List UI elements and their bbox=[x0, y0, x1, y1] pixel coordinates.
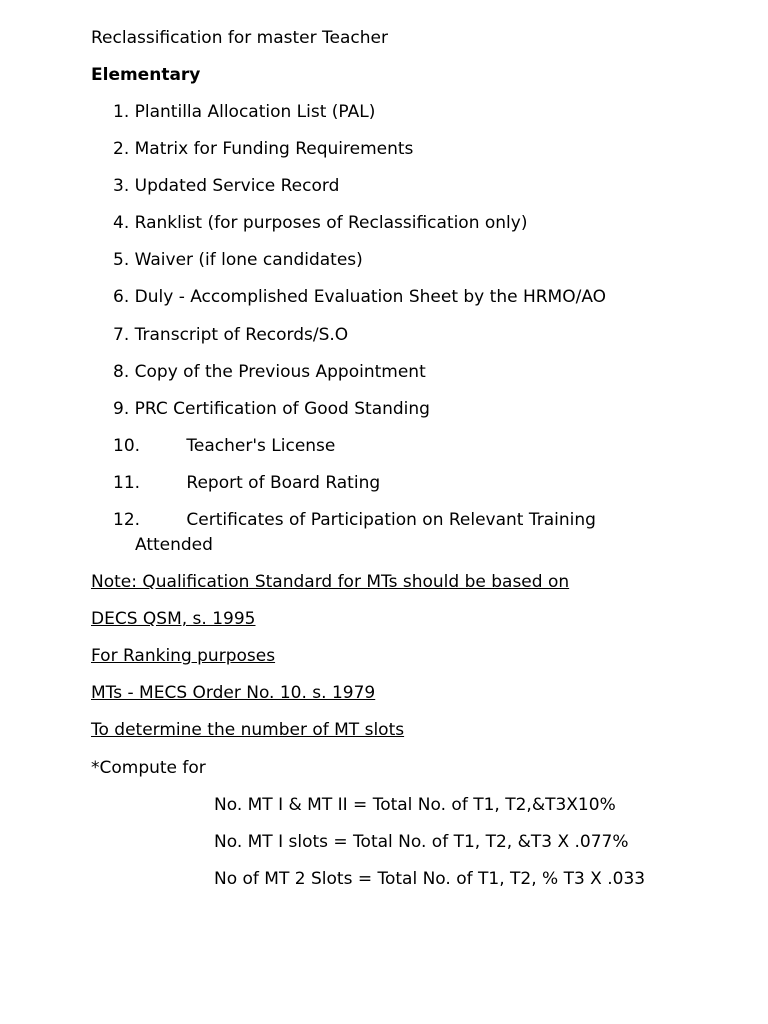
list-item-text: Transcript of Records/S.O bbox=[134, 325, 349, 345]
list-item-text: Teacher's License bbox=[186, 436, 336, 456]
list-item-text: PRC Certification of Good Standing bbox=[134, 399, 430, 419]
section-heading: Elementary bbox=[91, 65, 201, 85]
list-item-text: Ranklist (for purposes of Reclassification only) bbox=[134, 213, 528, 233]
list-item-text: Duly - Accomplished Evaluation Sheet by the HRMO/AO bbox=[134, 287, 607, 307]
list-item bbox=[113, 141, 413, 158]
list-item-number: 2. bbox=[113, 139, 130, 159]
list-item-text: Certificates of Participation on Relevant Training bbox=[186, 510, 596, 530]
note-line: DECS QSM, s. 1995 bbox=[91, 609, 256, 629]
formula-line: No. MT I slots = Total No. of T1, T2, &T3 X .077% bbox=[214, 832, 629, 852]
list-item-number: 6. bbox=[113, 287, 130, 307]
list-item bbox=[113, 475, 380, 492]
list-item bbox=[113, 178, 339, 195]
list-item-number: 1. bbox=[113, 102, 130, 122]
list-item-number: 9. bbox=[113, 399, 130, 419]
list-item bbox=[113, 289, 606, 306]
list-item-number: 8. bbox=[113, 362, 130, 382]
list-item-number: 11. bbox=[113, 473, 141, 493]
list-item bbox=[113, 438, 335, 455]
list-item bbox=[113, 401, 430, 418]
list-item bbox=[113, 512, 596, 529]
list-item-text: Report of Board Rating bbox=[186, 473, 381, 493]
list-item-number: 3. bbox=[113, 176, 130, 196]
list-item-text: Waiver (if lone candidates) bbox=[134, 250, 363, 270]
list-item-text: Updated Service Record bbox=[134, 176, 340, 196]
list-item-number: 5. bbox=[113, 250, 130, 270]
list-item-continuation: Attended bbox=[135, 535, 213, 555]
list-item bbox=[113, 104, 375, 121]
list-item bbox=[113, 215, 527, 232]
list-item-number: 7. bbox=[113, 325, 130, 345]
list-item-number: 10. bbox=[113, 436, 141, 456]
list-item-text: Plantilla Allocation List (PAL) bbox=[134, 102, 376, 122]
compute-label: *Compute for bbox=[91, 758, 206, 778]
formula-line: No. MT I & MT II = Total No. of T1, T2,&T3X10% bbox=[214, 795, 616, 815]
note-line: To determine the number of MT slots bbox=[91, 720, 405, 740]
list-item bbox=[113, 364, 426, 381]
document-title: Reclassification for master Teacher bbox=[91, 28, 388, 48]
formula-line: No of MT 2 Slots = Total No. of T1, T2, % T3 X .033 bbox=[214, 869, 646, 889]
note-line: Note: Qualification Standard for MTs should be based on bbox=[91, 572, 570, 592]
list-item-number: 12. bbox=[113, 510, 141, 530]
list-item-text: Matrix for Funding Requirements bbox=[134, 139, 414, 159]
list-item-number: 4. bbox=[113, 213, 130, 233]
list-item bbox=[113, 327, 348, 344]
note-line: For Ranking purposes bbox=[91, 646, 276, 666]
note-line: MTs - MECS Order No. 10. s. 1979 bbox=[91, 683, 376, 703]
list-item-text: Copy of the Previous Appointment bbox=[134, 362, 426, 382]
list-item bbox=[113, 252, 363, 269]
